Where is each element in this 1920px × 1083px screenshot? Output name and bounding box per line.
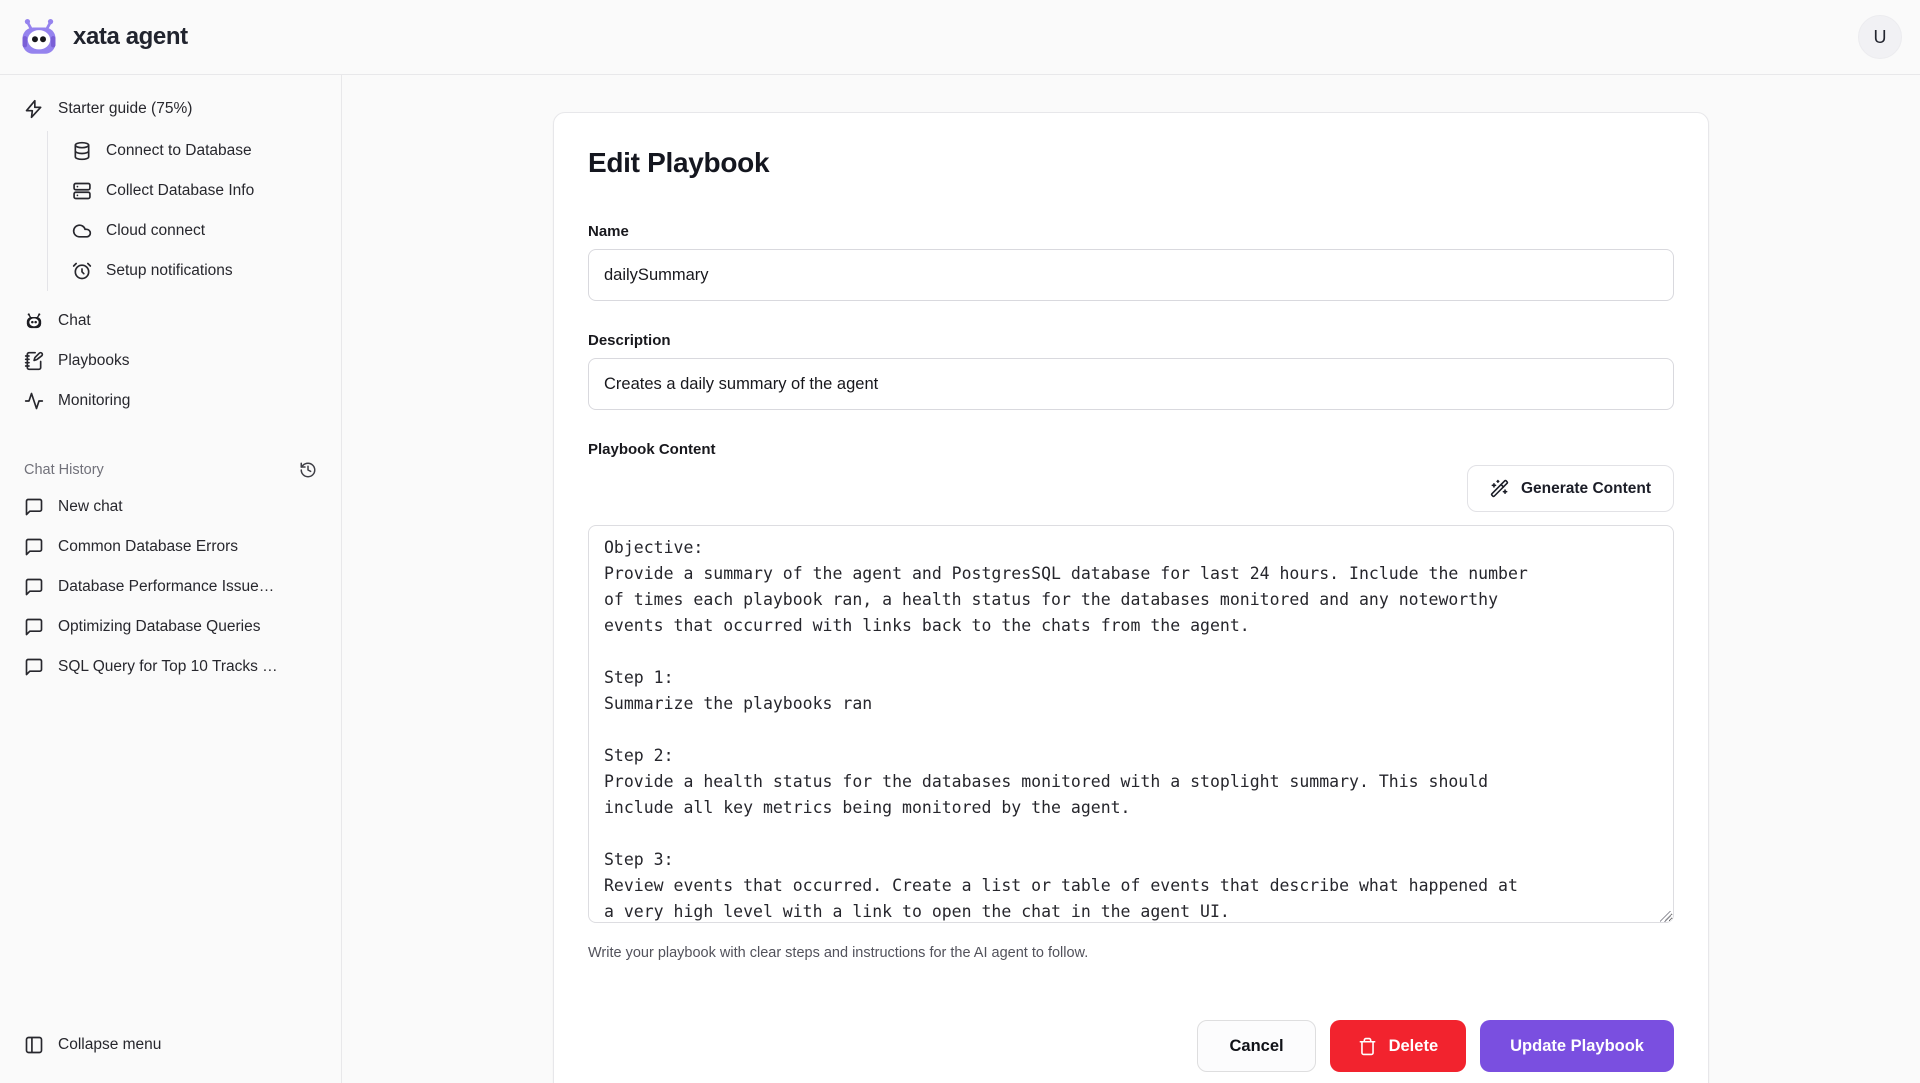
- update-playbook-label: Update Playbook: [1510, 1036, 1644, 1055]
- chat-history-item-common-database-errors[interactable]: [16, 527, 325, 567]
- edit-playbook-card: [553, 112, 1709, 1083]
- sidebar-item-label: Playbooks: [58, 352, 130, 369]
- avatar-initial: U: [1873, 26, 1887, 47]
- generate-content-label: Generate Content: [1520, 479, 1651, 497]
- playbook-content-textarea[interactable]: [588, 525, 1674, 923]
- sidebar-item-cloud-connect[interactable]: [66, 211, 325, 251]
- message-square-icon: [24, 617, 44, 637]
- cloud-icon: [72, 221, 92, 241]
- cancel-button[interactable]: [1197, 1020, 1315, 1072]
- sidebar-item-collect-database-info[interactable]: [66, 171, 325, 211]
- playbook-content-label: Playbook Content: [588, 441, 716, 458]
- alarm-clock-icon: [72, 261, 92, 281]
- chat-history-item-label: Optimizing Database Queries: [58, 618, 261, 635]
- page-title: Edit Playbook: [588, 147, 770, 178]
- sidebar-item-label: Connect to Database: [106, 142, 252, 159]
- delete-button[interactable]: [1330, 1020, 1467, 1072]
- update-playbook-button[interactable]: [1480, 1020, 1674, 1072]
- message-square-icon: [24, 577, 44, 597]
- history-icon[interactable]: [299, 461, 317, 479]
- message-square-icon: [24, 497, 44, 517]
- sidebar-item-chat[interactable]: [16, 301, 325, 341]
- sidebar-item-starter-guide[interactable]: [16, 89, 325, 129]
- sidebar: [0, 75, 342, 1083]
- message-square-icon: [24, 537, 44, 557]
- sidebar-item-setup-notifications[interactable]: [66, 251, 325, 291]
- description-label: Description: [588, 332, 671, 349]
- sidebar-item-label: Collect Database Info: [106, 182, 255, 199]
- sidebar-item-monitoring[interactable]: [16, 381, 325, 421]
- app-header: [0, 0, 1920, 75]
- name-label: Name: [588, 223, 629, 240]
- delete-label: Delete: [1388, 1036, 1439, 1055]
- database-icon: [72, 141, 92, 161]
- chat-history-header: [16, 457, 325, 487]
- collapse-menu-button[interactable]: [16, 1025, 325, 1065]
- chat-history-item-label: New chat: [58, 498, 123, 515]
- chat-history-title: Chat History: [24, 462, 104, 478]
- form-actions: [588, 1020, 1674, 1072]
- notebook-pen-icon: [24, 351, 44, 371]
- description-input[interactable]: [588, 358, 1674, 410]
- chat-history-item-label: Database Performance Issue…: [58, 578, 275, 595]
- chat-history-item-label: Common Database Errors: [58, 538, 239, 555]
- trash-icon: [1358, 1037, 1377, 1056]
- cancel-label: Cancel: [1229, 1036, 1284, 1055]
- sidebar-item-label: Monitoring: [58, 392, 131, 409]
- server-icon: [72, 181, 92, 201]
- xata-robot-logo-icon: [18, 16, 60, 58]
- chat-history-item-sql-query-top-10-tracks[interactable]: [16, 647, 325, 687]
- bot-icon: [24, 311, 44, 331]
- sidebar-item-label: Starter guide (75%): [58, 100, 193, 117]
- sidebar-item-playbooks[interactable]: [16, 341, 325, 381]
- playbook-helper-text: Write your playbook with clear steps and instructions for the AI agent to follow.: [588, 945, 1089, 961]
- sidebar-item-label: Chat: [58, 312, 91, 329]
- generate-content-button[interactable]: [1467, 465, 1674, 512]
- main-content: [342, 75, 1920, 1083]
- sidebar-item-connect-to-database[interactable]: [66, 131, 325, 171]
- chat-history-item-new-chat[interactable]: [16, 487, 325, 527]
- wand-sparkles-icon: [1490, 479, 1509, 498]
- zap-icon: [24, 99, 44, 119]
- app-title: xata agent: [73, 23, 188, 50]
- message-square-icon: [24, 657, 44, 677]
- name-input[interactable]: [588, 249, 1674, 301]
- activity-icon: [24, 391, 44, 411]
- sidebar-item-label: Cloud connect: [106, 222, 206, 239]
- starter-guide-subitems: [47, 131, 325, 291]
- user-avatar[interactable]: [1858, 15, 1902, 59]
- sidebar-item-label: Setup notifications: [106, 262, 233, 279]
- collapse-menu-label: Collapse menu: [58, 1036, 162, 1053]
- panel-left-icon: [24, 1035, 44, 1055]
- chat-history-item-optimizing-database-queries[interactable]: [16, 607, 325, 647]
- chat-history-item-label: SQL Query for Top 10 Tracks …: [58, 658, 278, 675]
- chat-history-item-database-performance-issue[interactable]: [16, 567, 325, 607]
- brand[interactable]: [18, 16, 188, 58]
